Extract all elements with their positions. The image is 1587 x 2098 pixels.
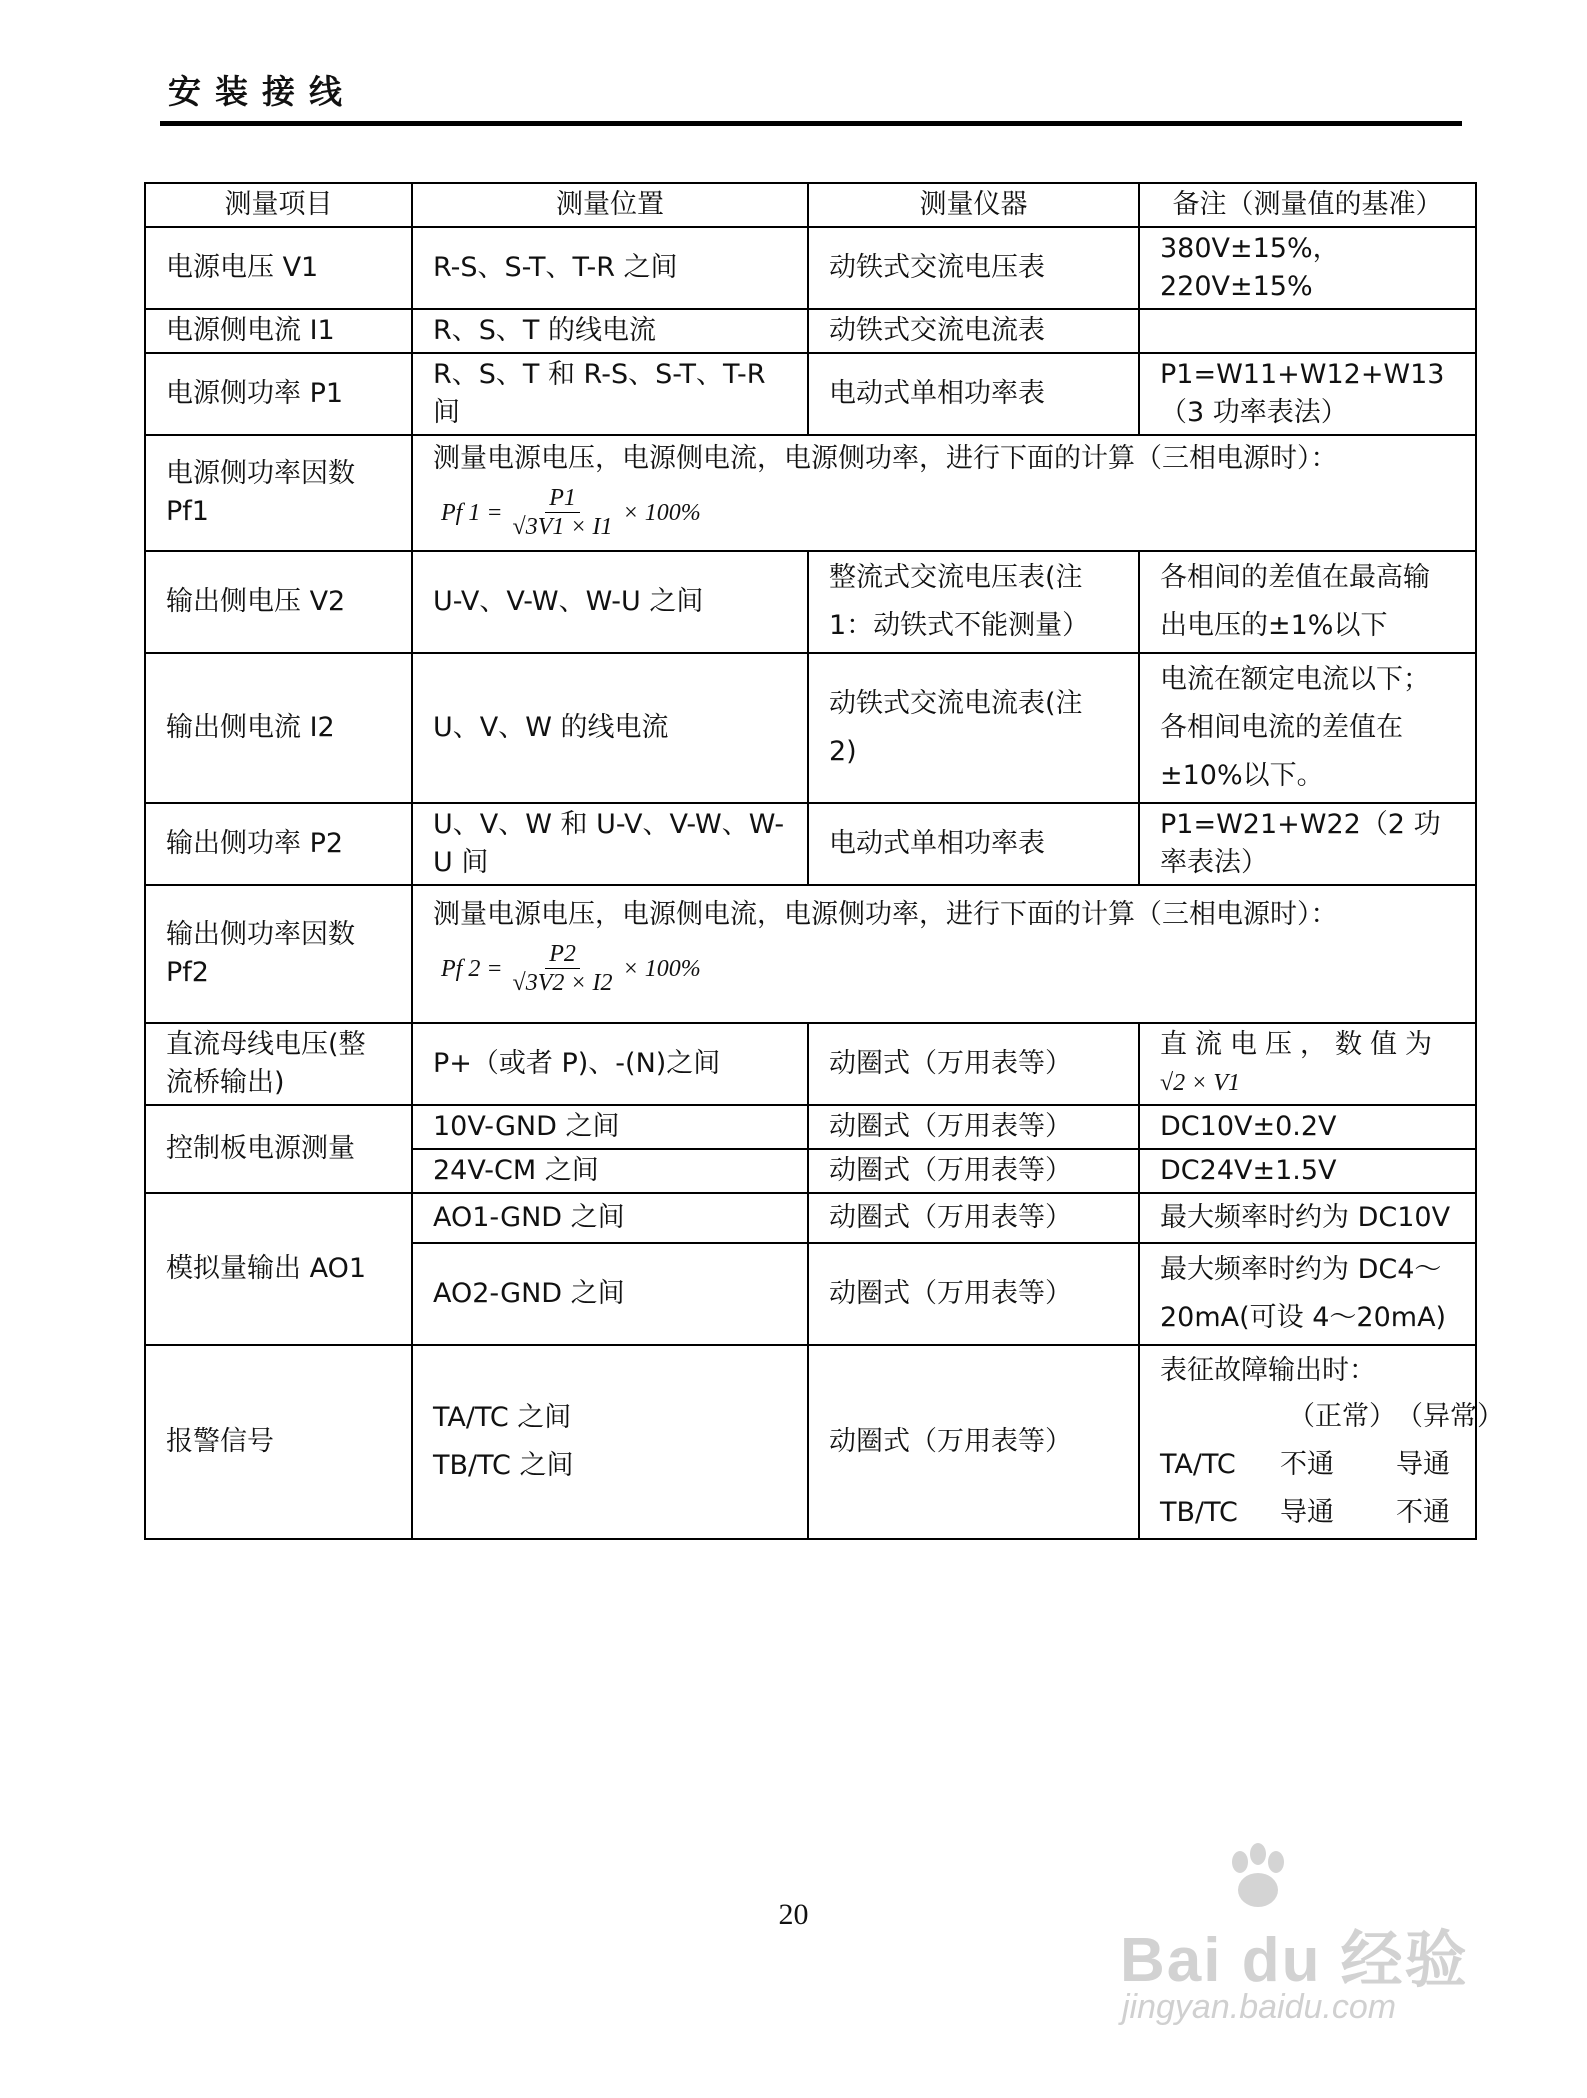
cell-note: DC24V±1.5V	[1139, 1149, 1476, 1193]
cell-note: 最大频率时约为 DC4～20mA(可设 4～20mA)	[1139, 1243, 1476, 1345]
cell-location: R、S、T 和 R-S、S-T、T-R 间	[412, 353, 808, 435]
cell-item: 模拟量输出 AO1	[145, 1193, 412, 1345]
table-row	[145, 1105, 1476, 1149]
formula-numerator: P1	[545, 484, 580, 513]
calculation-text: 测量电源电压，电源侧电流，电源侧功率，进行下面的计算（三相电源时）：	[433, 899, 1338, 930]
dc-note-text: 直流电压，数值为	[1160, 1029, 1440, 1060]
pf1-formula	[433, 484, 1455, 541]
measurement-table	[144, 182, 1504, 1540]
cell-note: DC10V±0.2V	[1139, 1105, 1476, 1149]
section-title: 安装接线	[168, 72, 356, 111]
cell-instrument: 动铁式交流电压表	[808, 227, 1139, 309]
cell-item: 输出侧功率 P2	[145, 803, 412, 885]
cell-instrument: 电动式单相功率表	[808, 803, 1139, 885]
cell-instrument: 整流式交流电压表(注 1：动铁式不能测量）	[808, 551, 1139, 653]
formula-tail: × 100%	[622, 499, 701, 526]
cell-note: 电流在额定电流以下；各相间电流的差值在±10%以下。	[1139, 653, 1476, 803]
cell-note: 各相间的差值在最高输出电压的±1%以下	[1139, 551, 1476, 653]
watermark-url: jingyan.baidu.com	[1122, 1988, 1397, 2026]
cell-instrument: 动圈式（万用表等）	[808, 1023, 1139, 1105]
cell-instrument: 动圈式（万用表等）	[808, 1149, 1139, 1193]
cell-item: 电源电压 V1	[145, 227, 412, 309]
cell-item: 电源侧电流 I1	[145, 309, 412, 353]
alarm-row2-label: TB/TC	[1160, 1497, 1238, 1528]
alarm-state-grid	[1160, 1394, 1504, 1536]
cell-location: AO2-GND 之间	[412, 1243, 808, 1345]
cell-instrument: 电动式单相功率表	[808, 353, 1139, 435]
alarm-col-abnormal: （异常）	[1396, 1401, 1504, 1432]
cell-item: 输出侧电压 V2	[145, 551, 412, 653]
page-number: 20	[778, 1898, 809, 1931]
cell-instrument: 动铁式交流电流表(注 2)	[808, 653, 1139, 803]
header-item: 测量项目	[145, 183, 412, 227]
alarm-location-1: TA/TC 之间	[433, 1402, 572, 1433]
alarm-col-normal: （正常）	[1288, 1401, 1396, 1432]
cell-item: 控制板电源测量	[145, 1105, 412, 1193]
cell-location: P+（或者 P)、-(N)之间	[412, 1023, 808, 1105]
alarm-row2-normal: 导通	[1280, 1497, 1334, 1528]
cell-item: 输出侧功率因数 Pf2	[145, 885, 412, 1023]
cell-note: 380V±15%，220V±15%	[1139, 227, 1476, 309]
cell-instrument: 动铁式交流电流表	[808, 309, 1139, 353]
dc-note-formula: √2 × V1	[1160, 1070, 1241, 1096]
header-rule	[160, 121, 1462, 126]
cell-note	[1139, 1345, 1504, 1539]
cell-calculation	[412, 885, 1476, 1023]
cell-note: P1=W11+W12+W13（3 功率表法）	[1139, 353, 1476, 435]
cell-location: 24V-CM 之间	[412, 1149, 808, 1193]
alarm-row1-normal: 不通	[1280, 1449, 1334, 1480]
alarm-row1-label: TA/TC	[1160, 1449, 1236, 1480]
cell-calculation	[412, 435, 1476, 551]
cell-item: 报警信号	[145, 1345, 412, 1539]
formula-fraction	[509, 940, 617, 997]
cell-location: R、S、T 的线电流	[412, 309, 808, 353]
table-row	[145, 1193, 1476, 1243]
calculation-text: 测量电源电压，电源侧电流，电源侧功率，进行下面的计算（三相电源时）：	[433, 443, 1338, 474]
cell-location: AO1-GND 之间	[412, 1193, 808, 1243]
formula-numerator: P2	[545, 940, 580, 969]
alarm-row1-abnormal: 导通	[1396, 1449, 1450, 1480]
cell-location	[412, 1345, 808, 1539]
alarm-note-title: 表征故障输出时：	[1160, 1355, 1376, 1386]
cell-note	[1139, 309, 1476, 353]
cell-location: R-S、S-T、T-R 之间	[412, 227, 808, 309]
watermark-brand: Bai du 经验	[1120, 1926, 1469, 1995]
cell-location: U、V、W 和 U-V、V-W、W-U 间	[412, 803, 808, 885]
table-row	[145, 653, 1476, 803]
cell-location: U、V、W 的线电流	[412, 653, 808, 803]
table-row	[145, 885, 1476, 1023]
formula-fraction	[509, 484, 617, 541]
pf2-formula	[433, 940, 1455, 997]
paw-icon	[1218, 1840, 1298, 1920]
table-row	[145, 803, 1476, 885]
table-header-row	[145, 183, 1476, 227]
cell-item: 输出侧电流 I2	[145, 653, 412, 803]
header-note: 备注（测量值的基准）	[1139, 183, 1476, 227]
cell-instrument: 动圈式（万用表等）	[808, 1193, 1139, 1243]
formula-lhs: Pf 2 =	[441, 955, 503, 982]
cell-note	[1139, 1023, 1476, 1105]
table-row	[145, 353, 1476, 435]
formula-lhs: Pf 1 =	[441, 499, 503, 526]
cell-instrument: 动圈式（万用表等）	[808, 1105, 1139, 1149]
cell-instrument: 动圈式（万用表等）	[808, 1243, 1139, 1345]
table-row	[145, 309, 1476, 353]
cell-instrument: 动圈式（万用表等）	[808, 1345, 1139, 1539]
cell-location: U-V、V-W、W-U 之间	[412, 551, 808, 653]
cell-location: 10V-GND 之间	[412, 1105, 808, 1149]
table-row	[145, 1345, 1476, 1539]
formula-tail: × 100%	[622, 955, 701, 982]
alarm-location-2: TB/TC 之间	[433, 1450, 574, 1481]
baidu-watermark	[1110, 1840, 1490, 2040]
cell-item: 直流母线电压(整流桥输出)	[145, 1023, 412, 1105]
formula-denominator: √3V2 × I2	[512, 970, 613, 996]
formula-denominator: √3V1 × I1	[512, 514, 613, 540]
table-row	[145, 551, 1476, 653]
alarm-row2-abnormal: 不通	[1396, 1497, 1450, 1528]
table-row	[145, 227, 1476, 309]
cell-item: 电源侧功率因数 Pf1	[145, 435, 412, 551]
header-instrument: 测量仪器	[808, 183, 1139, 227]
table-row	[145, 435, 1476, 551]
cell-item: 电源侧功率 P1	[145, 353, 412, 435]
table-row	[145, 1023, 1476, 1105]
cell-note: P1=W21+W22（2 功率表法）	[1139, 803, 1476, 885]
cell-note: 最大频率时约为 DC10V	[1139, 1193, 1476, 1243]
header-location: 测量位置	[412, 183, 808, 227]
